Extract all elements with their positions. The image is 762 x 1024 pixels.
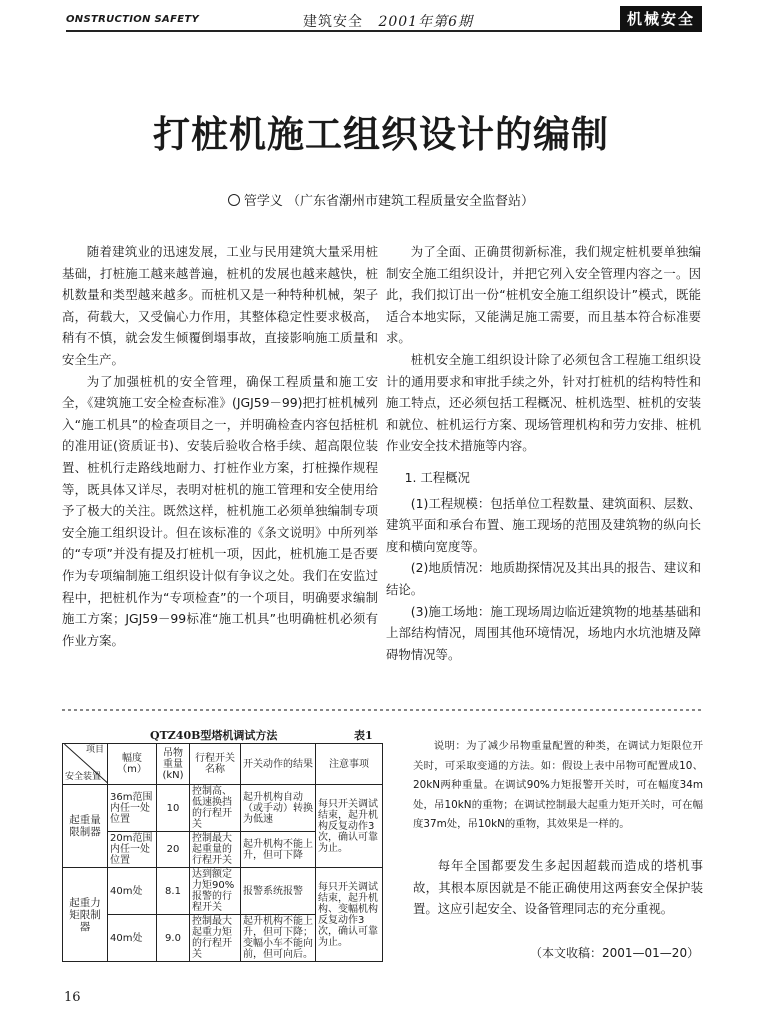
diag-bottom-label: 安全装置 bbox=[65, 772, 102, 782]
page-number: 16 bbox=[64, 990, 81, 1005]
table-note bbox=[413, 737, 703, 835]
table-cell: 每只开关调试结束，起升机构、变幅机构反复动作3次，确认可靠为止。 bbox=[316, 868, 383, 962]
table-cell: 起升机构自动（或手动）转换为低速 bbox=[241, 785, 316, 832]
paragraph: 为了加强桩机的安全管理，确保工程质量和施工安全，《建筑施工安全检查标准》(JGJ59－99)把打桩机械列入“施工机具”的检查项目之一，并明确检查内容包括桩机的准用证(资质证书)、安装后验收合格手续、超高限位装置、桩机行走路线地耐力、打桩作业方案，打桩操作规程等，既具体又详尽，表明对桩机的施工管理和安全使用给予了极大的关注。既然这样，桩机施工必须单独编制专项安全施工组织设计。但在该标准的《条文说明》中所列举的“专项”并没有提及打桩机一项，因此，桩机施工是否要作为专项编制施工组织设计似有争议之处。我们在安监过程中，把桩机作为“专项检查”的一个项目，明确要求编制施工方案；JGJ59－99标准“施工机具”也明确桩机必须有作业方案。 bbox=[62, 373, 378, 648]
debug-table bbox=[62, 743, 383, 962]
table-row bbox=[63, 785, 383, 832]
paragraph: (2)地质情况：地质勘探情况及其出具的报告、建议和结论。 bbox=[386, 560, 701, 597]
table-cell: 40m处 bbox=[108, 915, 157, 962]
table-cell: 20m范围内任一处位置 bbox=[108, 832, 157, 868]
section-tag: 机械安全 bbox=[620, 6, 702, 32]
table-cell: 40m处 bbox=[108, 868, 157, 915]
bullet-circle-icon bbox=[228, 194, 240, 206]
byline bbox=[0, 190, 762, 209]
closing-paragraph bbox=[413, 855, 703, 920]
col-header: 行程开关名称 bbox=[190, 744, 241, 785]
paragraph: (3)施工场地：施工现场周边临近建筑物的地基基础和上部结构情况，周围其他环境情况，场地内水坑池塘及障碍物情况等。 bbox=[386, 603, 701, 662]
group-label: 起重量限制器 bbox=[63, 785, 108, 868]
table-header-row bbox=[63, 744, 383, 785]
issue-label: 2001年第6期 bbox=[378, 14, 473, 30]
table-cell: 控制高、低速换挡的行程开关 bbox=[190, 785, 241, 832]
author-affiliation: 管学义 （广东省潮州市建筑工程质量安全监督站） bbox=[243, 194, 535, 209]
table-cell: 起升机构不能上升，但可下降；变幅小车不能向前，但可向后。 bbox=[241, 915, 316, 962]
table-cell: 20 bbox=[157, 832, 190, 868]
table-cell: 每只开关调试结束，起升机构反复动作3次，确认可靠为止。 bbox=[316, 785, 383, 868]
dotted-separator bbox=[62, 707, 702, 713]
paragraph: 每年全国都要发生多起因超载而造成的塔机事故，其根本原因就是不能正确使用这两套安全保护装置。这应引起安全、设备管理同志的充分重视。 bbox=[413, 858, 703, 916]
table-cell: 36m范围内任一处位置 bbox=[108, 785, 157, 832]
table-number: 表1 bbox=[354, 729, 373, 742]
table-cell: 控制最大起重量的行程开关 bbox=[190, 832, 241, 868]
col-header: 注意事项 bbox=[316, 744, 383, 785]
diag-top-label: 项目 bbox=[85, 745, 104, 755]
group-label: 起重力矩限制器 bbox=[63, 868, 108, 962]
article-title: 打桩机施工组织设计的编制 bbox=[153, 113, 609, 156]
right-column bbox=[386, 241, 701, 665]
paragraph: 随着建筑业的迅速发展，工业与民用建筑大量采用桩基础，打桩施工越来越普遍，桩机的发展也越来越快，桩机数量和类型越来越多。而桩机又是一种特种机械，架子高，荷载大，又受偏心力作用，其整体稳定性要求极高，稍有不慎，就会发生倾覆倒塌事故，直接影响施工质量和安全生产。 bbox=[62, 244, 378, 367]
table-cell: 10 bbox=[157, 785, 190, 832]
table-cell: 起升机构不能上升，但可下降 bbox=[241, 832, 316, 868]
note-text: 说明：为了减少吊物重量配置的种类，在调试力矩限位开关时，可采取变通的方法。如：假设上表中吊物可配置成10、20kN两种重量。在调试90%力矩报警开关时，可在幅度34m处，吊10kN的重物；在调试控制最大起重力矩开关时，可在幅度37m处，吊10kN的重物，其效果是一样的。 bbox=[413, 740, 703, 831]
section-heading: 1. 工程概况 bbox=[404, 469, 470, 485]
table-cell: 9.0 bbox=[157, 915, 190, 962]
col-header: 幅度（m） bbox=[108, 744, 157, 785]
paragraph: 为了全面、正确贯彻新标准，我们规定桩机要单独编制安全施工组织设计，并把它列入安全管理内容之一。因此，我们拟订出一份“桩机安全施工组织设计”模式，既能适合本地实际，又能满足施工需要，而且基本符合标准要求。 bbox=[386, 244, 701, 346]
col-header: 吊物重量(kN) bbox=[157, 744, 190, 785]
paragraph: (1)工程规模：包括单位工程数量、建筑面积、层数、建筑平面和承台布置、施工现场的范围及建筑物的纵向长度和横向宽度等。 bbox=[386, 495, 701, 554]
journal-name: 建筑安全 bbox=[303, 14, 363, 30]
left-column bbox=[62, 241, 378, 651]
diagonal-header-cell bbox=[63, 744, 108, 785]
table-cell: 控制最大起重力矩的行程开关 bbox=[190, 915, 241, 962]
table-cell: 报警系统报警 bbox=[241, 868, 316, 915]
table-row bbox=[63, 868, 383, 915]
received-date: （本文收稿：2001—01—20） bbox=[530, 946, 700, 960]
table-cell: 达到额定力矩90%报警的行程开关 bbox=[190, 868, 241, 915]
header-running-title: ONSTRUCTION SAFETY bbox=[66, 14, 200, 25]
paragraph: 桩机安全施工组织设计除了必须包含工程施工组织设计的通用要求和审批手续之外，针对打桩机的结构特性和施工特点，还必须包括工程概况、桩机选型、桩机的安装和就位、桩机运行方案、现场管理机构和劳力安排、桩机作业安全技术措施等内容。 bbox=[386, 351, 701, 454]
header-journal bbox=[303, 11, 473, 31]
col-header: 开关动作的结果 bbox=[241, 744, 316, 785]
table-cell: 8.1 bbox=[157, 868, 190, 915]
table-caption: QTZ40B型塔机调试方法 bbox=[150, 729, 278, 742]
